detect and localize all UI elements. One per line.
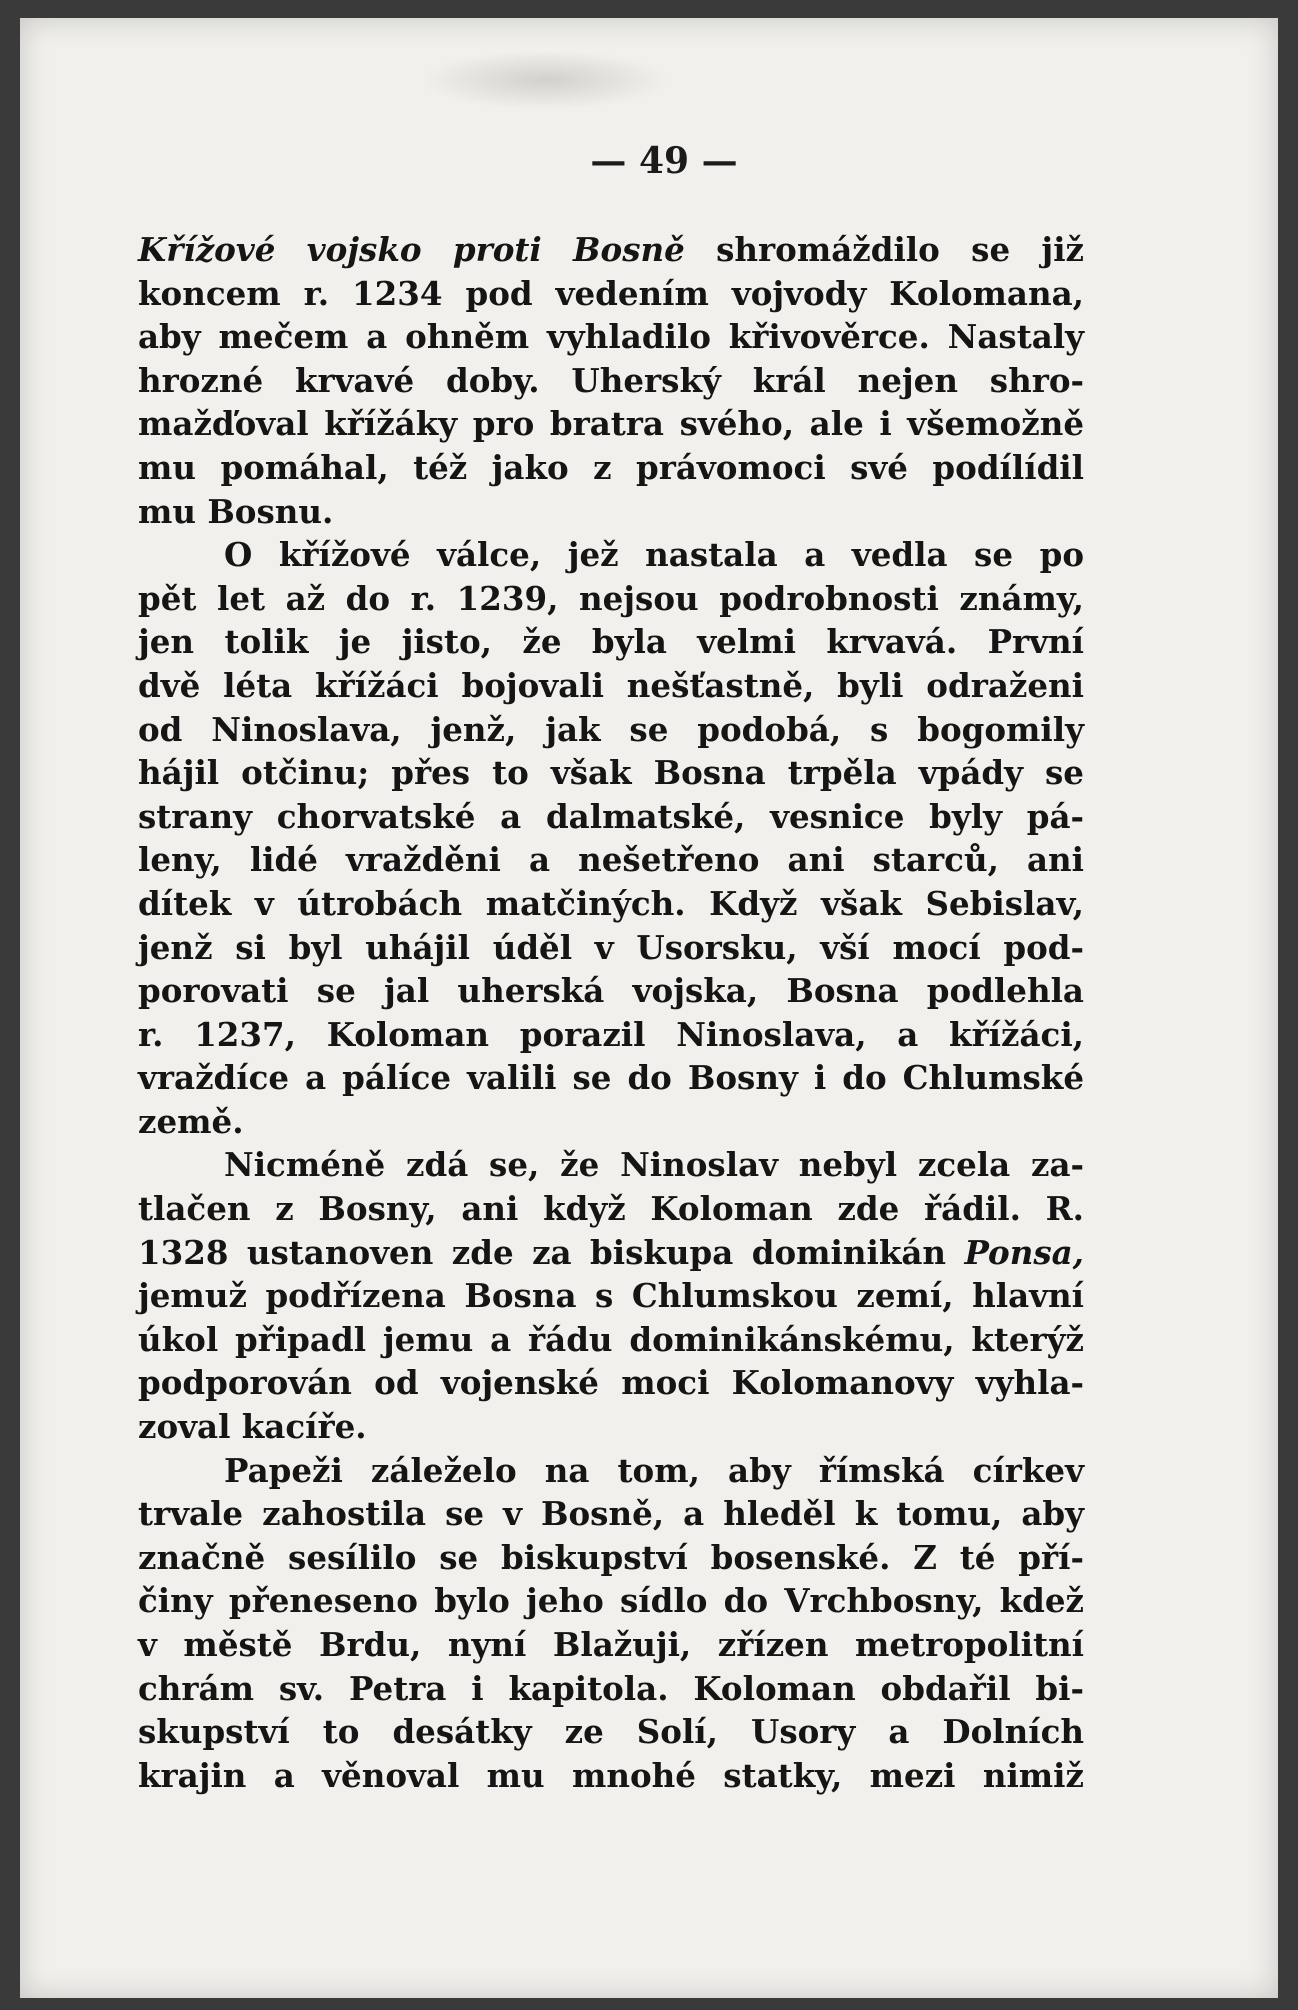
- text-line: [138, 751, 1084, 795]
- line-text: jenž si byl uhájil úděl v Usorsku, vší mocí pod-: [138, 927, 1084, 967]
- text-line: [138, 1449, 1084, 1493]
- text-line: [138, 1667, 1084, 1711]
- line-text: aby mečem a ohněm vyhladilo křivověrce. Nastaly: [138, 317, 1084, 357]
- line-text: krajin a věnoval mu mnohé statky, mezi nimiž: [138, 1755, 1084, 1795]
- italic-phrase: Ponsa,: [964, 1232, 1084, 1272]
- line-text: shromáždilo se již: [684, 230, 1084, 269]
- text-line: [138, 1056, 1084, 1100]
- text-line: [138, 1100, 1084, 1144]
- line-text: 1328 ustanoven zde za biskupa dominikán: [138, 1232, 965, 1272]
- body-text: [138, 228, 1084, 1797]
- text-line: [138, 882, 1084, 926]
- line-text: úkol připadl jemu a řádu dominikánskému, kterýž: [138, 1319, 1084, 1359]
- text-line: [138, 1579, 1084, 1623]
- line-text: O křížové válce, jež nastala a vedla se po: [224, 535, 1084, 575]
- text-line: [138, 359, 1084, 403]
- text-line: [138, 1361, 1084, 1405]
- line-text: zoval kacíře.: [138, 1407, 367, 1447]
- text-line: [138, 1405, 1084, 1449]
- text-line: [138, 1231, 1084, 1275]
- text-line: [138, 490, 1084, 534]
- text-line: [138, 1754, 1084, 1798]
- text-line: [138, 620, 1084, 664]
- text-line: [138, 1492, 1084, 1536]
- line-text: činy přeneseno bylo jeho sídlo do Vrchbosny, kdež: [138, 1581, 1084, 1621]
- line-text: porovati se jal uherská vojska, Bosna podlehla: [138, 971, 1084, 1011]
- text-line: [138, 969, 1084, 1013]
- text-line: [138, 664, 1084, 708]
- line-text: koncem r. 1234 pod vedením vojvody Kolomana,: [138, 273, 1084, 313]
- italic-phrase: Křížové vojsko proti Bosně: [138, 230, 685, 269]
- line-text: mu Bosnu.: [138, 491, 334, 531]
- line-text: hájil otčinu; přes to však Bosna trpěla vpády se: [138, 753, 1084, 793]
- text-line: [138, 1536, 1084, 1580]
- text-line: [138, 795, 1084, 839]
- line-text: Papeži záleželo na tom, aby římská církev: [224, 1450, 1084, 1490]
- line-text: pět let až do r. 1239, nejsou podrobnosti známy,: [138, 578, 1084, 618]
- line-text: Nicméně zdá se, že Ninoslav nebyl zcela za-: [224, 1145, 1084, 1185]
- line-text: skupství to desátky ze Solí, Usory a Dolních: [138, 1712, 1084, 1752]
- line-text: od Ninoslava, jenž, jak se podobá, s bogomily: [138, 709, 1084, 749]
- line-text: leny, lidé vražděni a nešetřeno ani starců, ani: [138, 840, 1084, 880]
- text-line: [138, 926, 1084, 970]
- line-text: vraždíce a pálíce valili se do Bosny i do Chlumské: [138, 1058, 1084, 1098]
- text-line: [138, 315, 1084, 359]
- text-line: [138, 228, 1084, 272]
- line-text: jen tolik je jisto, že byla velmi krvavá. První: [138, 622, 1084, 662]
- text-line: [138, 533, 1084, 577]
- text-line: [138, 577, 1084, 621]
- text-line: [138, 1013, 1084, 1057]
- text-line: [138, 1623, 1084, 1667]
- text-line: [138, 838, 1084, 882]
- line-text: trvale zahostila se v Bosně, a hleděl k tomu, aby: [138, 1494, 1084, 1534]
- line-text: hrozné krvavé doby. Uherský král nejen shro-: [138, 360, 1084, 400]
- text-line: [138, 708, 1084, 752]
- line-text: dvě léta křížáci bojovali nešťastně, byli odraženi: [138, 665, 1084, 705]
- line-text: mažďoval křížáky pro bratra svého, ale i všemožně: [138, 404, 1084, 444]
- text-line: [138, 1187, 1084, 1231]
- text-line: [138, 402, 1084, 446]
- line-text: jemuž podřízena Bosna s Chlumskou zemí, hlavní: [138, 1276, 1084, 1316]
- text-line: [138, 1274, 1084, 1318]
- text-line: [138, 272, 1084, 316]
- line-text: země.: [138, 1101, 244, 1141]
- paper-stain: [420, 50, 670, 110]
- line-text: podporován od vojenské moci Kolomanovy vyhla-: [138, 1363, 1084, 1403]
- text-line: [138, 1710, 1084, 1754]
- page-number: — 49 —: [590, 140, 738, 182]
- line-text: r. 1237, Koloman porazil Ninoslava, a křížáci,: [138, 1014, 1084, 1054]
- text-line: [138, 1318, 1084, 1362]
- line-text: tlačen z Bosny, ani když Koloman zde řádil. R.: [138, 1189, 1084, 1229]
- line-text: dítek v útrobách matčiných. Když však Sebislav,: [138, 883, 1084, 923]
- line-text: chrám sv. Petra i kapitola. Koloman obdařil bi-: [138, 1668, 1084, 1708]
- line-text: značně sesílilo se biskupství bosenské. Z té pří-: [138, 1537, 1084, 1577]
- text-line: [138, 1143, 1084, 1187]
- line-text: v městě Brdu, nyní Blažuji, zřízen metropolitní: [138, 1625, 1084, 1664]
- line-text: mu pomáhal, též jako z právomoci své podílídil: [138, 447, 1084, 487]
- line-text: strany chorvatské a dalmatské, vesnice byly pá-: [138, 796, 1084, 836]
- text-line: [138, 446, 1084, 490]
